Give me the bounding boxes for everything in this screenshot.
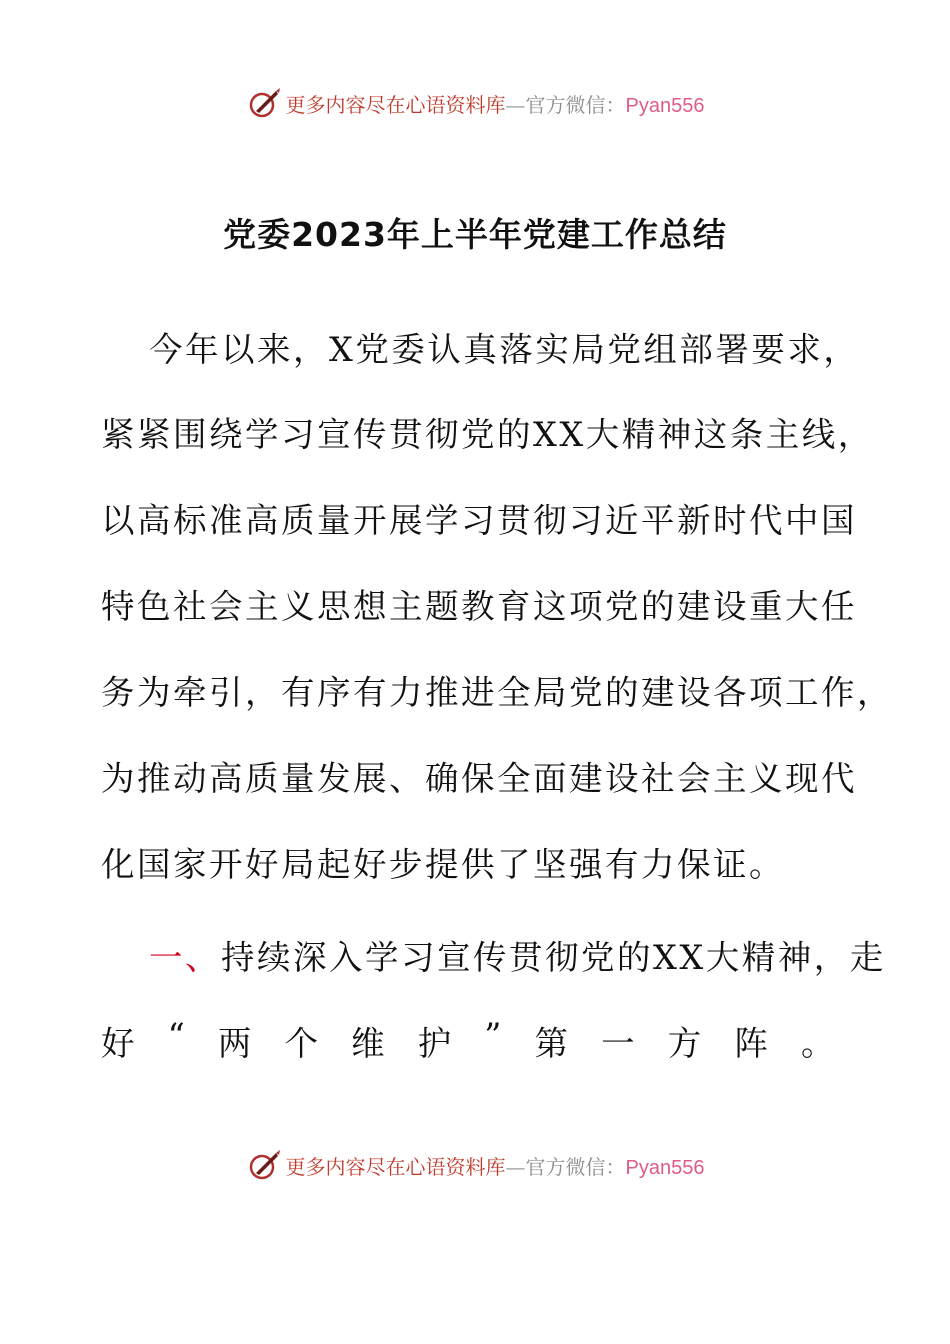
watermark-wechat-id: Pyan556 [625,1156,705,1179]
heading-char: 阵 [734,1024,771,1063]
section-heading-line-1 [149,930,886,979]
paragraph-line: 化国家开好局起好步提供了坚强有力保证。 [101,845,785,884]
heading-char: 方 [667,1024,704,1063]
quill-pen-icon [246,85,282,121]
section-heading-line-2 [101,1016,837,1065]
heading-char: 。 [800,1024,837,1063]
document-title: 党委2023年上半年党建工作总结 [223,215,727,254]
watermark-official: 官方微信： [525,92,626,117]
section-heading-number: 一、 [149,938,221,977]
heading-char: ” [484,1016,504,1055]
header-watermark [0,83,950,123]
heading-char: 一 [601,1024,638,1063]
watermark-brand: 更多内容尽在心语资料库 [285,92,506,117]
section-heading-text: 持续深入学习宣传贯彻党的XX大精神，走 [221,938,886,977]
watermark-text [286,89,705,118]
heading-char: 两 [217,1024,254,1063]
watermark-dash: — [505,1154,526,1179]
paragraph-line: 以高标准高质量开展学习贯彻习近平新时代中国 [101,501,857,540]
paragraph-line: 为推动高质量发展、确保全面建设社会主义现代 [101,759,857,798]
heading-char: 护 [417,1024,454,1063]
heading-char: 第 [534,1024,571,1063]
paragraph-line: 紧紧围绕学习宣传贯彻党的XX大精神这条主线， [101,415,874,454]
paragraph-line: 特色社会主义思想主题教育这项党的建设重大任 [101,587,857,626]
heading-char: 个 [284,1024,321,1063]
heading-char: “ [167,1016,188,1055]
paragraph-line: 务为牵引，有序有力推进全局党的建设各项工作， [101,673,893,712]
watermark-dash: — [505,92,526,117]
watermark-wechat-id: Pyan556 [625,94,705,117]
watermark-text [286,1151,705,1180]
footer-watermark [0,1145,950,1185]
watermark-official: 官方微信： [525,1154,626,1179]
quill-pen-icon [246,1147,282,1183]
heading-char: 维 [351,1024,388,1063]
heading-char: 好 [101,1024,137,1063]
watermark-brand: 更多内容尽在心语资料库 [285,1154,506,1179]
paragraph-line: 今年以来，X党委认真落实局党组部署要求， [149,330,860,369]
